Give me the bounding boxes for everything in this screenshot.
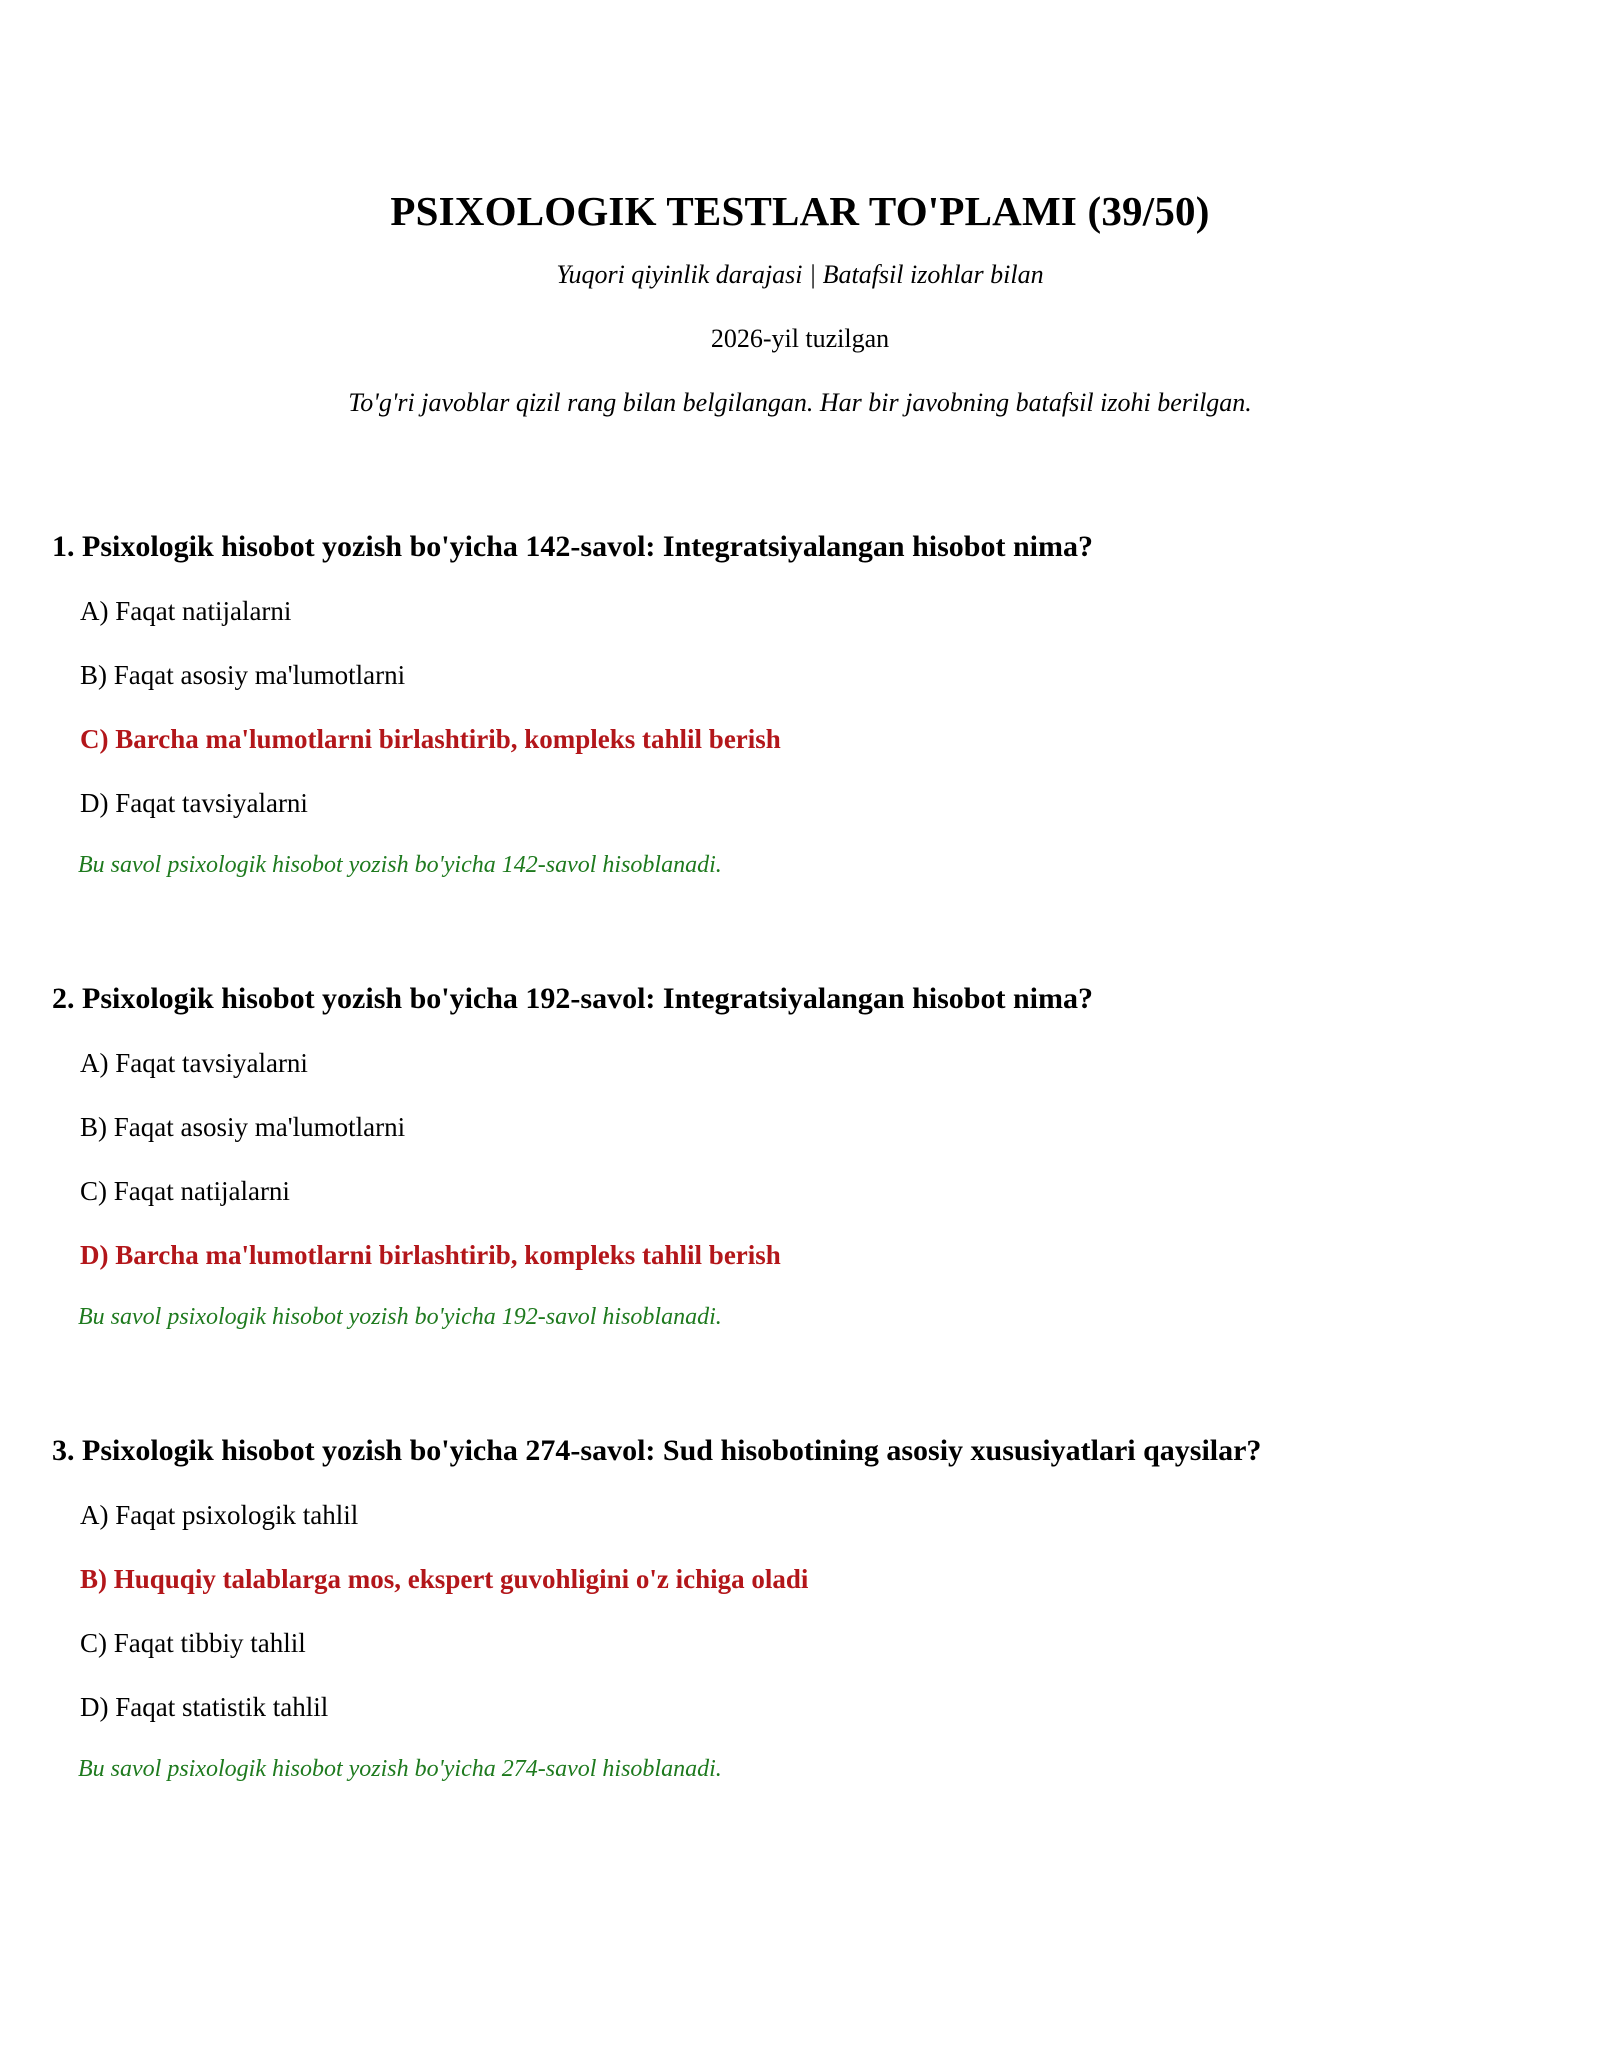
page-subtitle: Yuqori qiyinlik darajasi | Batafsil izohlar bilan <box>556 260 1044 289</box>
answer-option: C) Faqat natijalarni <box>80 1176 290 1206</box>
question-block <box>52 1431 1552 1883</box>
document-header <box>0 186 1600 419</box>
question-list <box>52 527 1552 1883</box>
answer-option: A) Faqat psixologik tahlil <box>80 1500 359 1530</box>
question-explanation: Bu savol psixologik hisobot yozish bo'yicha 142-savol hisoblanadi. <box>78 852 722 878</box>
answer-option: A) Faqat tavsiyalarni <box>80 1048 308 1078</box>
correct-answer-option: D) Barcha ma'lumotlarni birlashtirib, kompleks tahlil berish <box>80 1240 781 1270</box>
question-title: 2. Psixologik hisobot yozish bo'yicha 192-savol: Integratsiyalangan hisobot nima? <box>52 982 1093 1015</box>
correct-answer-option: B) Huquqiy talablarga mos, ekspert guvohligini o'z ichiga oladi <box>80 1564 809 1594</box>
answer-option: C) Faqat tibbiy tahlil <box>80 1628 306 1658</box>
question-explanation: Bu savol psixologik hisobot yozish bo'yicha 192-savol hisoblanadi. <box>78 1304 722 1330</box>
question-block <box>52 527 1552 979</box>
question-explanation: Bu savol psixologik hisobot yozish bo'yicha 274-savol hisoblanadi. <box>78 1756 722 1782</box>
page-title: PSIXOLOGIK TESTLAR TO'PLAMI (39/50) <box>390 188 1210 234</box>
compiled-year: 2026-yil tuzilgan <box>710 324 890 353</box>
correct-answer-option: C) Barcha ma'lumotlarni birlashtirib, kompleks tahlil berish <box>80 724 781 754</box>
legend-note: To'g'ri javoblar qizil rang bilan belgilangan. Har bir javobning batafsil izohi berilgan. <box>348 388 1252 417</box>
answer-option: D) Faqat tavsiyalarni <box>80 788 308 818</box>
question-title: 3. Psixologik hisobot yozish bo'yicha 274-savol: Sud hisobotining asosiy xususiyatlari qaysilar? <box>52 1434 1262 1467</box>
question-block <box>52 979 1552 1431</box>
answer-option: B) Faqat asosiy ma'lumotlarni <box>80 1112 406 1142</box>
answer-option: A) Faqat natijalarni <box>80 596 292 626</box>
question-title: 1. Psixologik hisobot yozish bo'yicha 142-savol: Integratsiyalangan hisobot nima? <box>52 530 1093 563</box>
answer-option: D) Faqat statistik tahlil <box>80 1692 329 1722</box>
answer-option: B) Faqat asosiy ma'lumotlarni <box>80 660 406 690</box>
